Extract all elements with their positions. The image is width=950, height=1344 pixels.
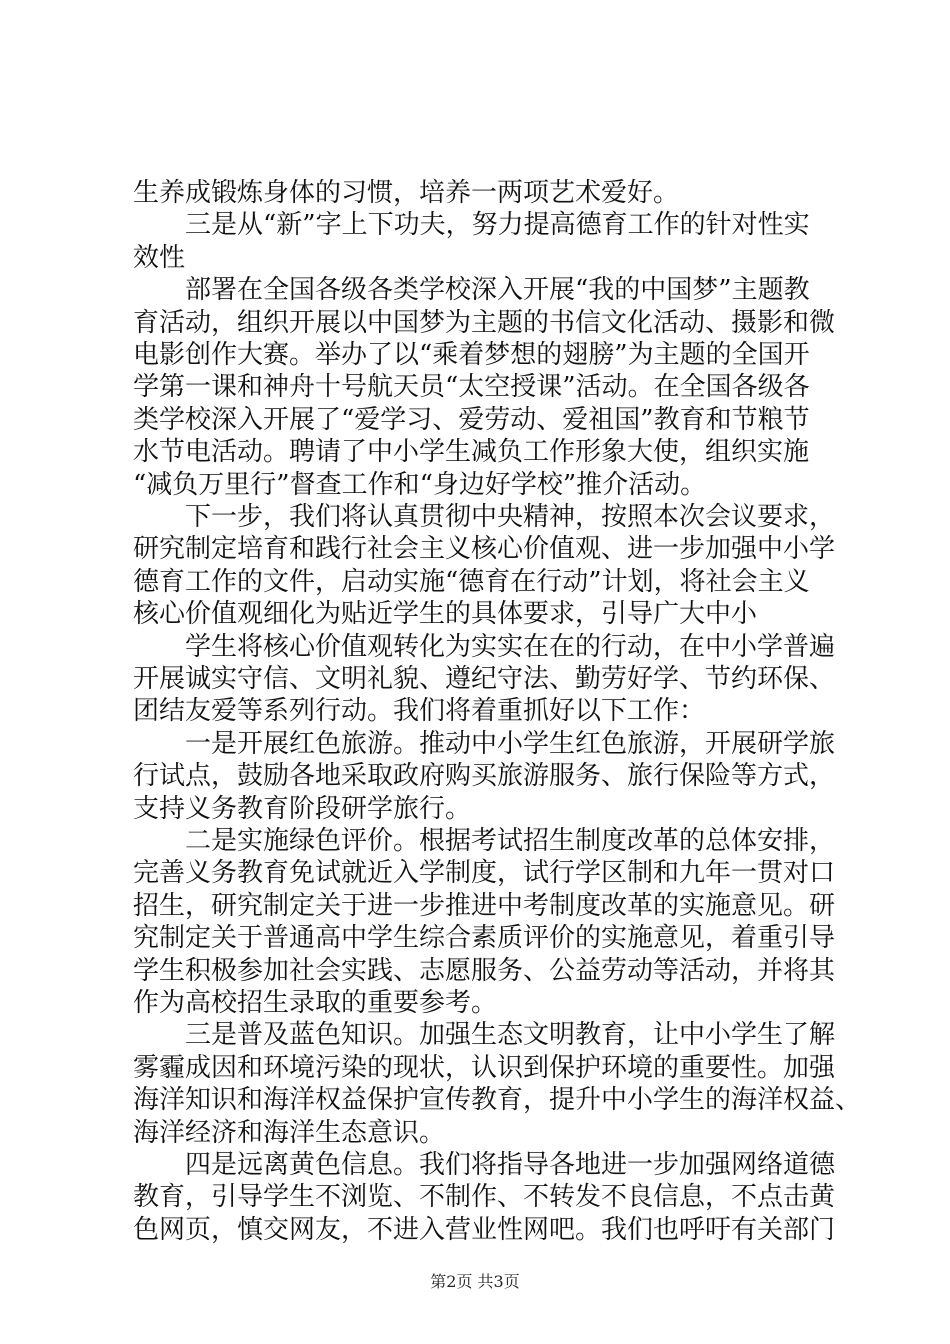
text-line: 究制定关于普通高中学生综合素质评价的实施意见，着重引导 xyxy=(133,923,836,953)
text-line: 水节电活动。聘请了中小学生减负工作形象大使，组织实施 xyxy=(133,437,810,467)
text-line: 完善义务教育免试就近入学制度，试行学区制和九年一贯对口 xyxy=(133,858,836,888)
text-line: 三是普及蓝色知识。加强生态文明教育，让中小学生了解 xyxy=(185,1020,836,1050)
text-line: 海洋知识和海洋权益保护宣传教育，提升中小学生的海洋权益、 xyxy=(133,1085,862,1115)
text-line: “减负万里行”督查工作和“身边好学校”推介活动。 xyxy=(133,470,707,500)
text-line: 学生积极参加社会实践、志愿服务、公益劳动等活动，并将其 xyxy=(133,956,836,986)
page-footer: 第2页 共3页 xyxy=(430,1272,520,1291)
text-line: 学生将核心价值观转化为实实在在的行动，在中小学普遍 xyxy=(185,632,836,662)
text-line: 电影创作大赛。举办了以“乘着梦想的翅膀”为主题的全国开 xyxy=(133,340,810,370)
text-line: 四是远离黄色信息。我们将指导各地进一步加强网络道德 xyxy=(185,1150,836,1180)
text-line: 研究制定培育和践行社会主义核心价值观、进一步加强中小学 xyxy=(133,534,836,564)
text-line: 效性 xyxy=(133,243,186,273)
text-line: 作为高校招生录取的重要参考。 xyxy=(133,988,498,1018)
text-line: 海洋经济和海洋生态意识。 xyxy=(133,1118,446,1148)
text-line: 支持义务教育阶段研学旅行。 xyxy=(133,794,472,824)
text-line: 招生，研究制定关于进一步推进中考制度改革的实施意见。研 xyxy=(133,891,836,921)
text-line: 下一步，我们将认真贯彻中央精神，按照本次会议要求， xyxy=(185,502,836,532)
text-line: 行试点，鼓励各地采取政府购买旅游服务、旅行保险等方式， xyxy=(133,761,836,791)
text-line: 二是实施绿色评价。根据考试招生制度改革的总体安排， xyxy=(185,826,836,856)
text-line: 教育，引导学生不浏览、不制作、不转发不良信息，不点击黄 xyxy=(133,1182,836,1212)
text-line: 部署在全国各级各类学校深入开展“我的中国梦”主题教 xyxy=(185,275,810,305)
text-line: 学第一课和神舟十号航天员“太空授课”活动。在全国各级各 xyxy=(133,372,810,402)
text-line: 德育工作的文件，启动实施“德育在行动”计划，将社会主义 xyxy=(133,567,810,597)
text-line: 色网页，慎交网友，不进入营业性网吧。我们也呼吁有关部门 xyxy=(133,1215,836,1245)
text-line: 生养成锻炼身体的习惯，培养一两项艺术爱好。 xyxy=(133,178,680,208)
text-line: 雾霾成因和环境污染的现状，认识到保护环境的重要性。加强 xyxy=(133,1053,836,1083)
text-line: 开展诚实守信、文明礼貌、遵纪守法、勤劳好学、节约环保、 xyxy=(133,664,836,694)
text-line: 团结友爱等系列行动。我们将着重抓好以下工作： xyxy=(133,696,706,726)
text-line: 类学校深入开展了“爱学习、爱劳动、爱祖国”教育和节粮节 xyxy=(133,405,810,435)
text-line: 一是开展红色旅游。推动中小学生红色旅游，开展研学旅 xyxy=(185,729,836,759)
text-line: 育活动，组织开展以中国梦为主题的书信文化活动、摄影和微 xyxy=(133,308,836,338)
text-line: 核心价值观细化为贴近学生的具体要求，引导广大中小 xyxy=(133,599,758,629)
text-line: 三是从“新”字上下功夫，努力提高德育工作的针对性实 xyxy=(185,210,810,240)
